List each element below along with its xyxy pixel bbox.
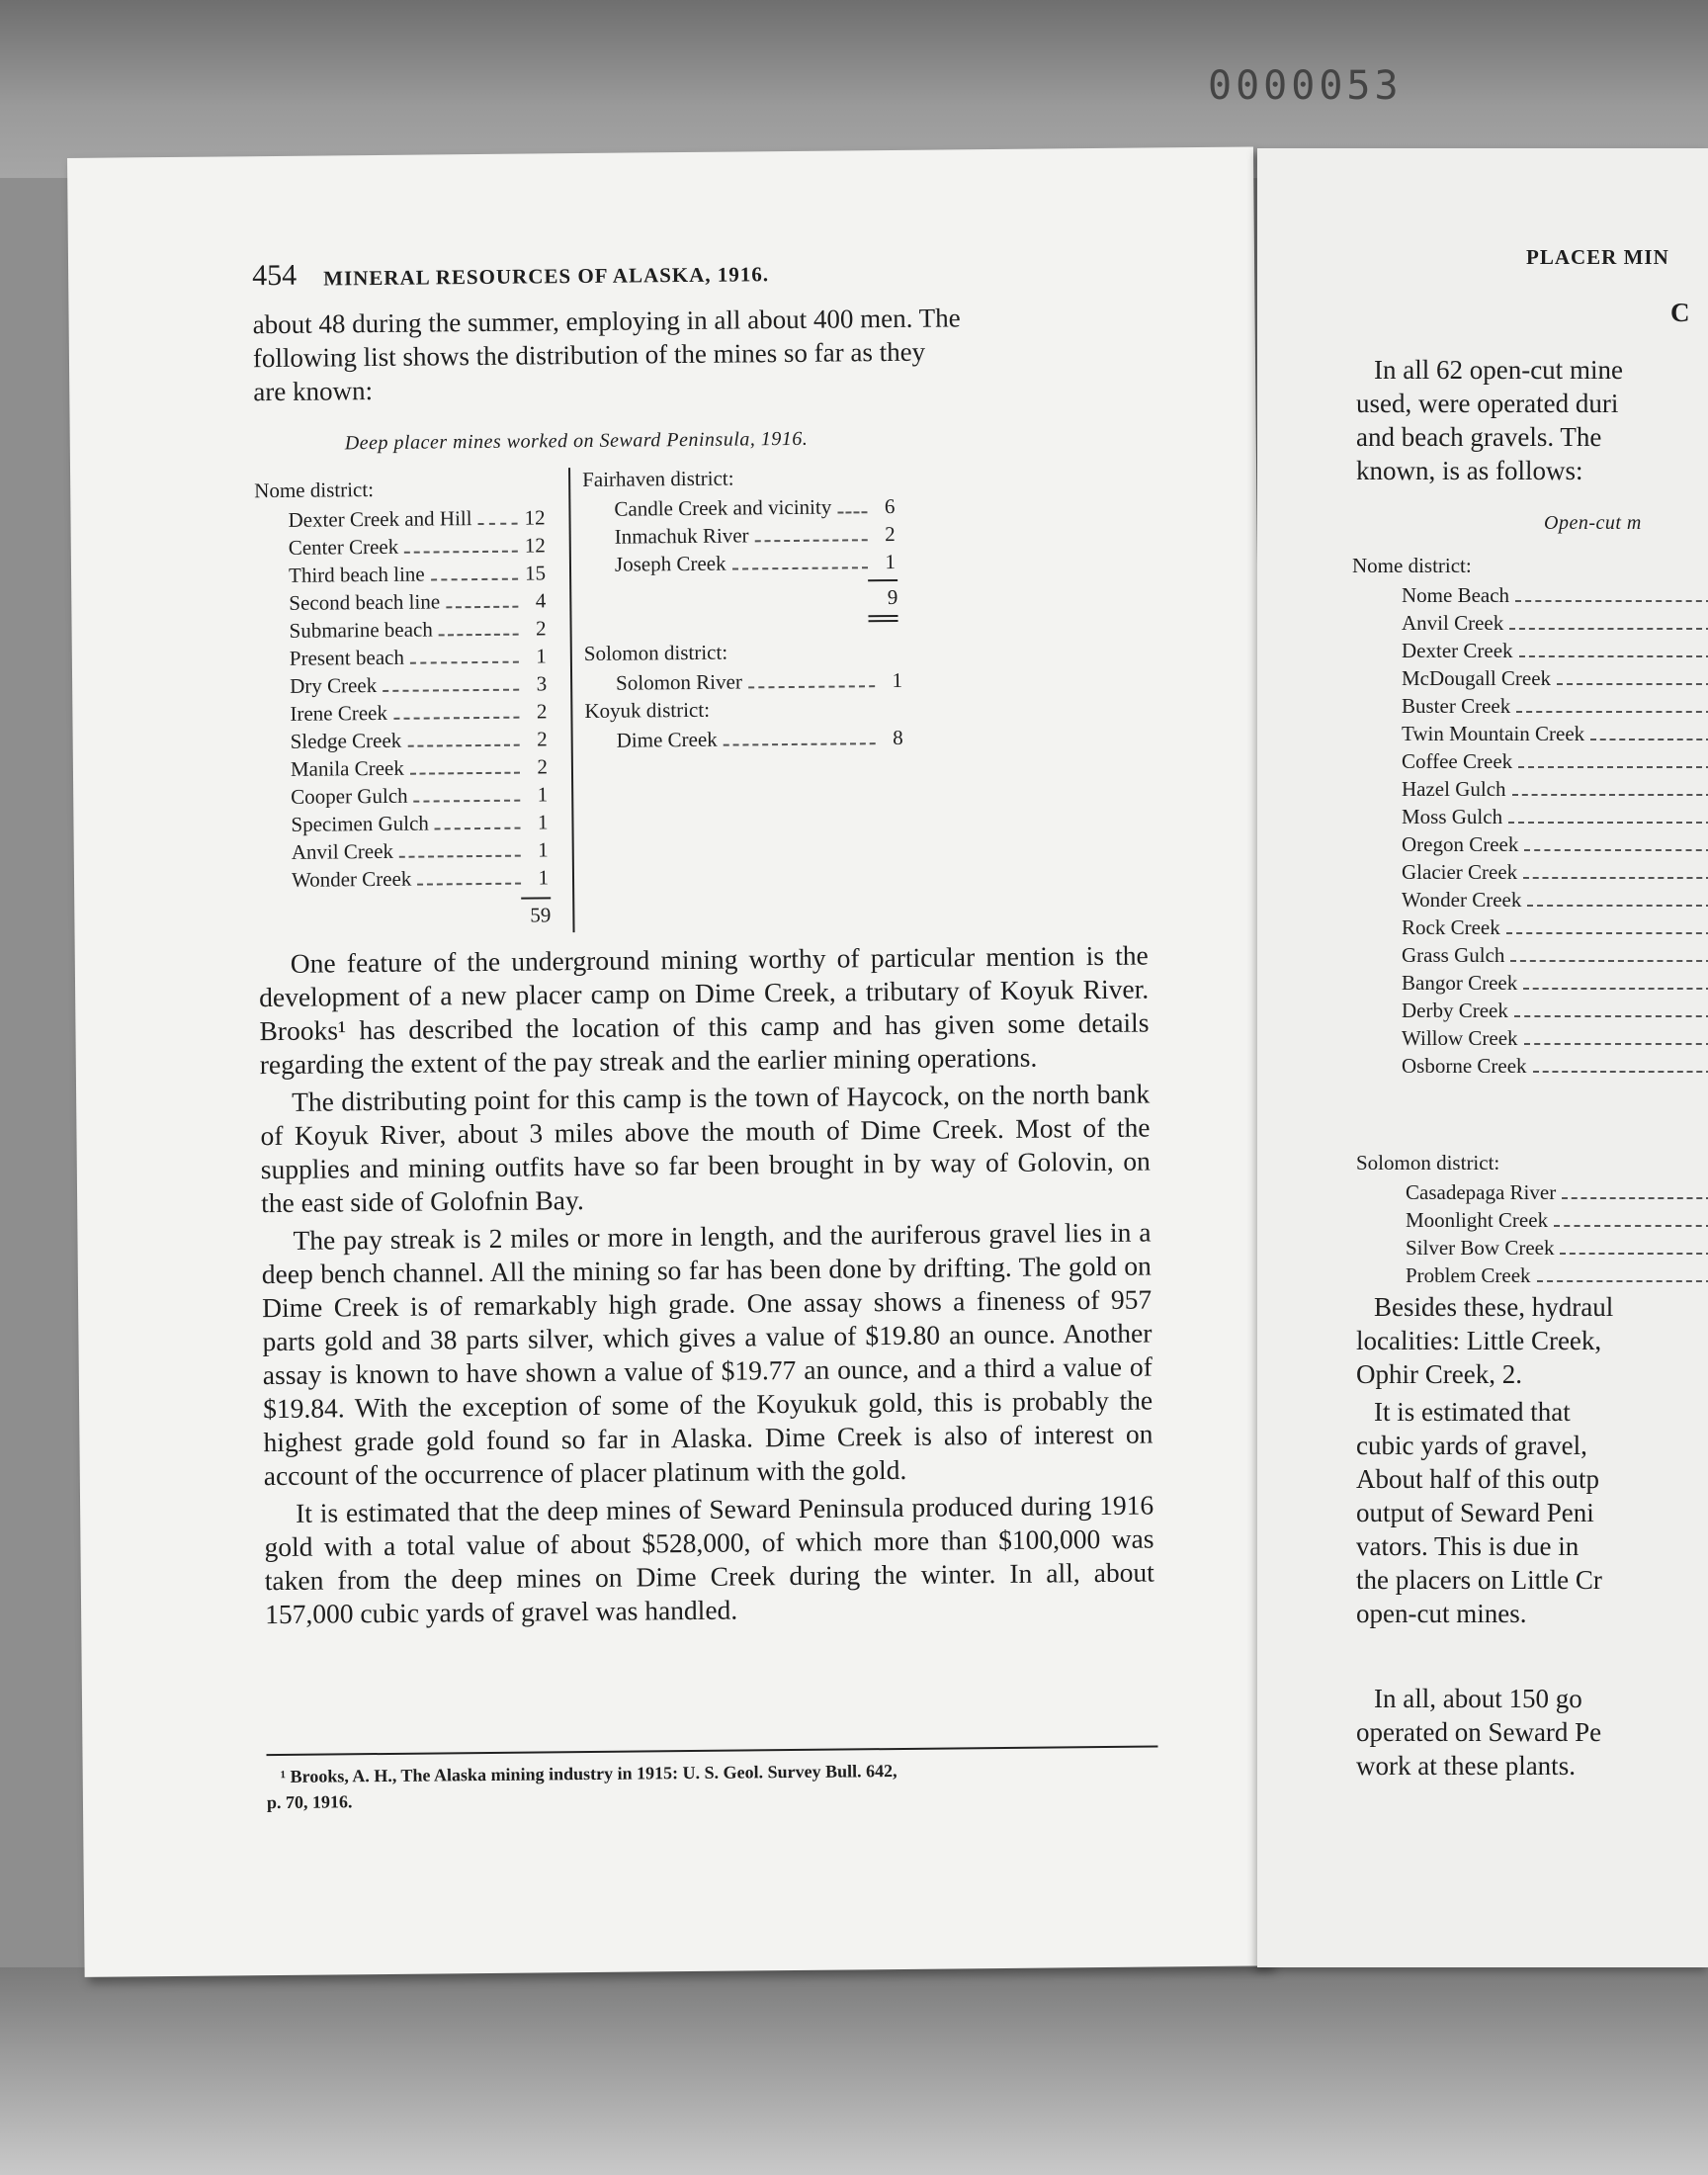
table-row: Osborne Creek [1402,1052,1708,1080]
right-text-line: output of Seward Peni [1356,1498,1594,1527]
paragraph: It is estimated that the deep mines of Seward Peninsula produced during 1916 gold with a total value of about $528,000, of which more than $100,000 was taken from the deep mines on Dime Creek during the winter. In all, about 157,000 cubic yards of gravel was handled. [264,1489,1154,1630]
table-row: Twin Mountain Creek [1402,720,1708,747]
right-table-caption: Open-cut m [1544,512,1642,534]
body-text [259,939,1155,1636]
table-row: Dexter Creek [1402,637,1708,664]
table-caption: Deep placer mines worked on Seward Peninsula, 1916. [344,427,809,455]
right-intro-line: In all 62 open-cut mine [1374,355,1623,385]
paragraph: One feature of the underground mining worthy of particular mention is the development of a new placer camp on Dime Creek, a tributary of Koyuk River. Brooks¹ has described the location of this camp and has given some details regarding the extent of the pay streak and the earlier mining operations. [259,939,1150,1081]
intro-line: following list shows the distribution of the mines so far as they [252,336,926,374]
table-row: Inmachuk River 2 [614,521,896,549]
right-nome-district-label: Nome district: [1352,554,1472,577]
table-row: Casadepaga River [1406,1178,1708,1206]
left-page [67,146,1271,1976]
solomon-district-table [616,666,902,697]
solomon-district-label: Solomon district: [583,640,728,666]
fairhaven-double-rule [869,620,898,622]
nome-total: 59 [530,903,552,927]
right-text-line: the placers on Little Cr [1356,1565,1602,1595]
running-title: MINERAL RESOURCES OF ALASKA, 1916. [323,262,770,291]
right-running-title: PLACER MIN [1526,245,1669,269]
table-row: Specimen Gulch 1 [291,810,549,836]
right-text-line: operated on Seward Pe [1356,1717,1602,1747]
nome-district-table [288,503,549,893]
table-row: Buster Creek [1402,692,1708,720]
right-text-line: cubic yards of gravel, [1356,1431,1587,1460]
table-row: Dry Creek 3 [290,671,548,698]
table-row: Moss Gulch [1402,803,1708,830]
right-text-line: Besides these, hydraul [1374,1292,1614,1322]
fairhaven-total-rule [868,579,897,581]
nome-total-rule [521,897,551,899]
right-solomon-table [1406,1178,1708,1289]
intro-line: are known: [253,376,374,407]
table-row: Manila Creek 2 [290,754,549,781]
table-row: Dime Creek 8 [616,725,903,752]
table-row: McDougall Creek [1402,664,1708,692]
table-row: Anvil Creek 1 [291,837,549,864]
right-text-line: open-cut mines. [1356,1599,1527,1628]
table-row: Glacier Creek [1402,858,1708,886]
table-row: Grass Gulch [1402,941,1708,969]
paragraph: The pay streak is 2 miles or more in length, and the auriferous gravel lies in a deep bench channel. All the mining so far has been done by drifting. The gold on Dime Creek is of remarkably high grade. One assay shows a fineness of 957 parts gold and 38 parts silver, which gives a value of $19.80 an ounce. Another assay is known to have shown a value of $19.77 an ounce, and a third a value of $19.84. With the exception of some of the Koyukuk gold, this is probably the highest grade gold found so far in Alaska. Dime Creek is also of interest on account of the occurrence of placer platinum with the gold. [261,1216,1153,1492]
table-row: Anvil Creek [1402,609,1708,637]
table-row: Oregon Creek [1402,830,1708,858]
table-row: Problem Creek [1406,1262,1708,1289]
right-intro-line: known, is as follows: [1356,456,1583,485]
table-row: Cooper Gulch 1 [291,782,549,809]
table-row: Derby Creek [1402,997,1708,1024]
table-row: Rock Creek [1402,914,1708,941]
table-row: Silver Bow Creek [1406,1234,1708,1262]
footnote-line: ¹ Brooks, A. H., The Alaska mining industry in 1915: U. S. Geol. Survey Bull. 642, [280,1761,897,1787]
right-text-line: localities: Little Creek, [1356,1326,1602,1355]
right-intro-line: and beach gravels. The [1356,422,1602,452]
table-row: Candle Creek and vicinity 6 [614,493,896,521]
table-row: Third beach line 15 [288,561,547,587]
table-row: Second beach line 4 [289,588,547,615]
table-row: Center Creek 12 [288,533,546,560]
right-text-line: It is estimated that [1374,1397,1571,1427]
table-row: Dexter Creek and Hill 12 [288,505,546,532]
scan-bottom-shadow [0,1967,1708,2175]
table-row: Moonlight Creek [1406,1206,1708,1234]
column-divider [568,468,575,932]
paragraph: The distributing point for this camp is the town of Haycock, on the north bank of Koyuk River, about 3 miles above the mouth of Dime Creek. Most of the supplies and mining outfits have so far been brought in by way of Golovin, on the east side of Golofnin Bay. [260,1078,1151,1219]
table-row: Irene Creek 2 [290,699,548,726]
right-nome-table [1402,581,1708,1080]
table-row: Solomon River 1 [616,667,903,695]
koyuk-district-label: Koyuk district: [584,697,711,724]
nome-district-label: Nome district: [254,478,375,503]
right-text-line: Ophir Creek, 2. [1356,1359,1522,1389]
document-stamp-number: 0000053 [1208,63,1403,109]
right-page [1257,148,1708,1967]
right-corner-letter: C [1670,298,1690,327]
fairhaven-total: 9 [887,584,898,610]
fairhaven-district-table [614,492,896,578]
table-row: Wonder Creek [1402,886,1708,914]
table-row: Joseph Creek 1 [614,549,897,576]
right-text-line: About half of this outp [1356,1464,1599,1494]
table-row: Wonder Creek 1 [291,865,550,892]
right-solomon-district-label: Solomon district: [1356,1151,1500,1174]
table-row: Sledge Creek 2 [290,727,548,753]
table-row: Coffee Creek [1402,747,1708,775]
table-row: Bangor Creek [1402,969,1708,997]
right-intro-line: used, were operated duri [1356,389,1619,418]
right-text-line: work at these plants. [1356,1751,1576,1781]
footnote-line: p. 70, 1916. [266,1791,353,1813]
right-text-line: vators. This is due in [1356,1531,1580,1561]
table-row: Hazel Gulch [1402,775,1708,803]
fairhaven-double-rule [868,615,897,617]
koyuk-district-table [617,724,903,754]
table-row: Nome Beach [1402,581,1708,609]
right-text-line: In all, about 150 go [1374,1684,1582,1713]
table-row: Present beach 1 [289,644,547,670]
table-row: Submarine beach 2 [289,616,547,643]
fairhaven-district-label: Fairhaven district: [582,466,734,492]
intro-line: about 48 during the summer, employing in all about 400 men. The [252,303,961,340]
table-row: Willow Creek [1402,1024,1708,1052]
footnote-rule [267,1745,1158,1755]
page-number: 454 [251,258,298,293]
